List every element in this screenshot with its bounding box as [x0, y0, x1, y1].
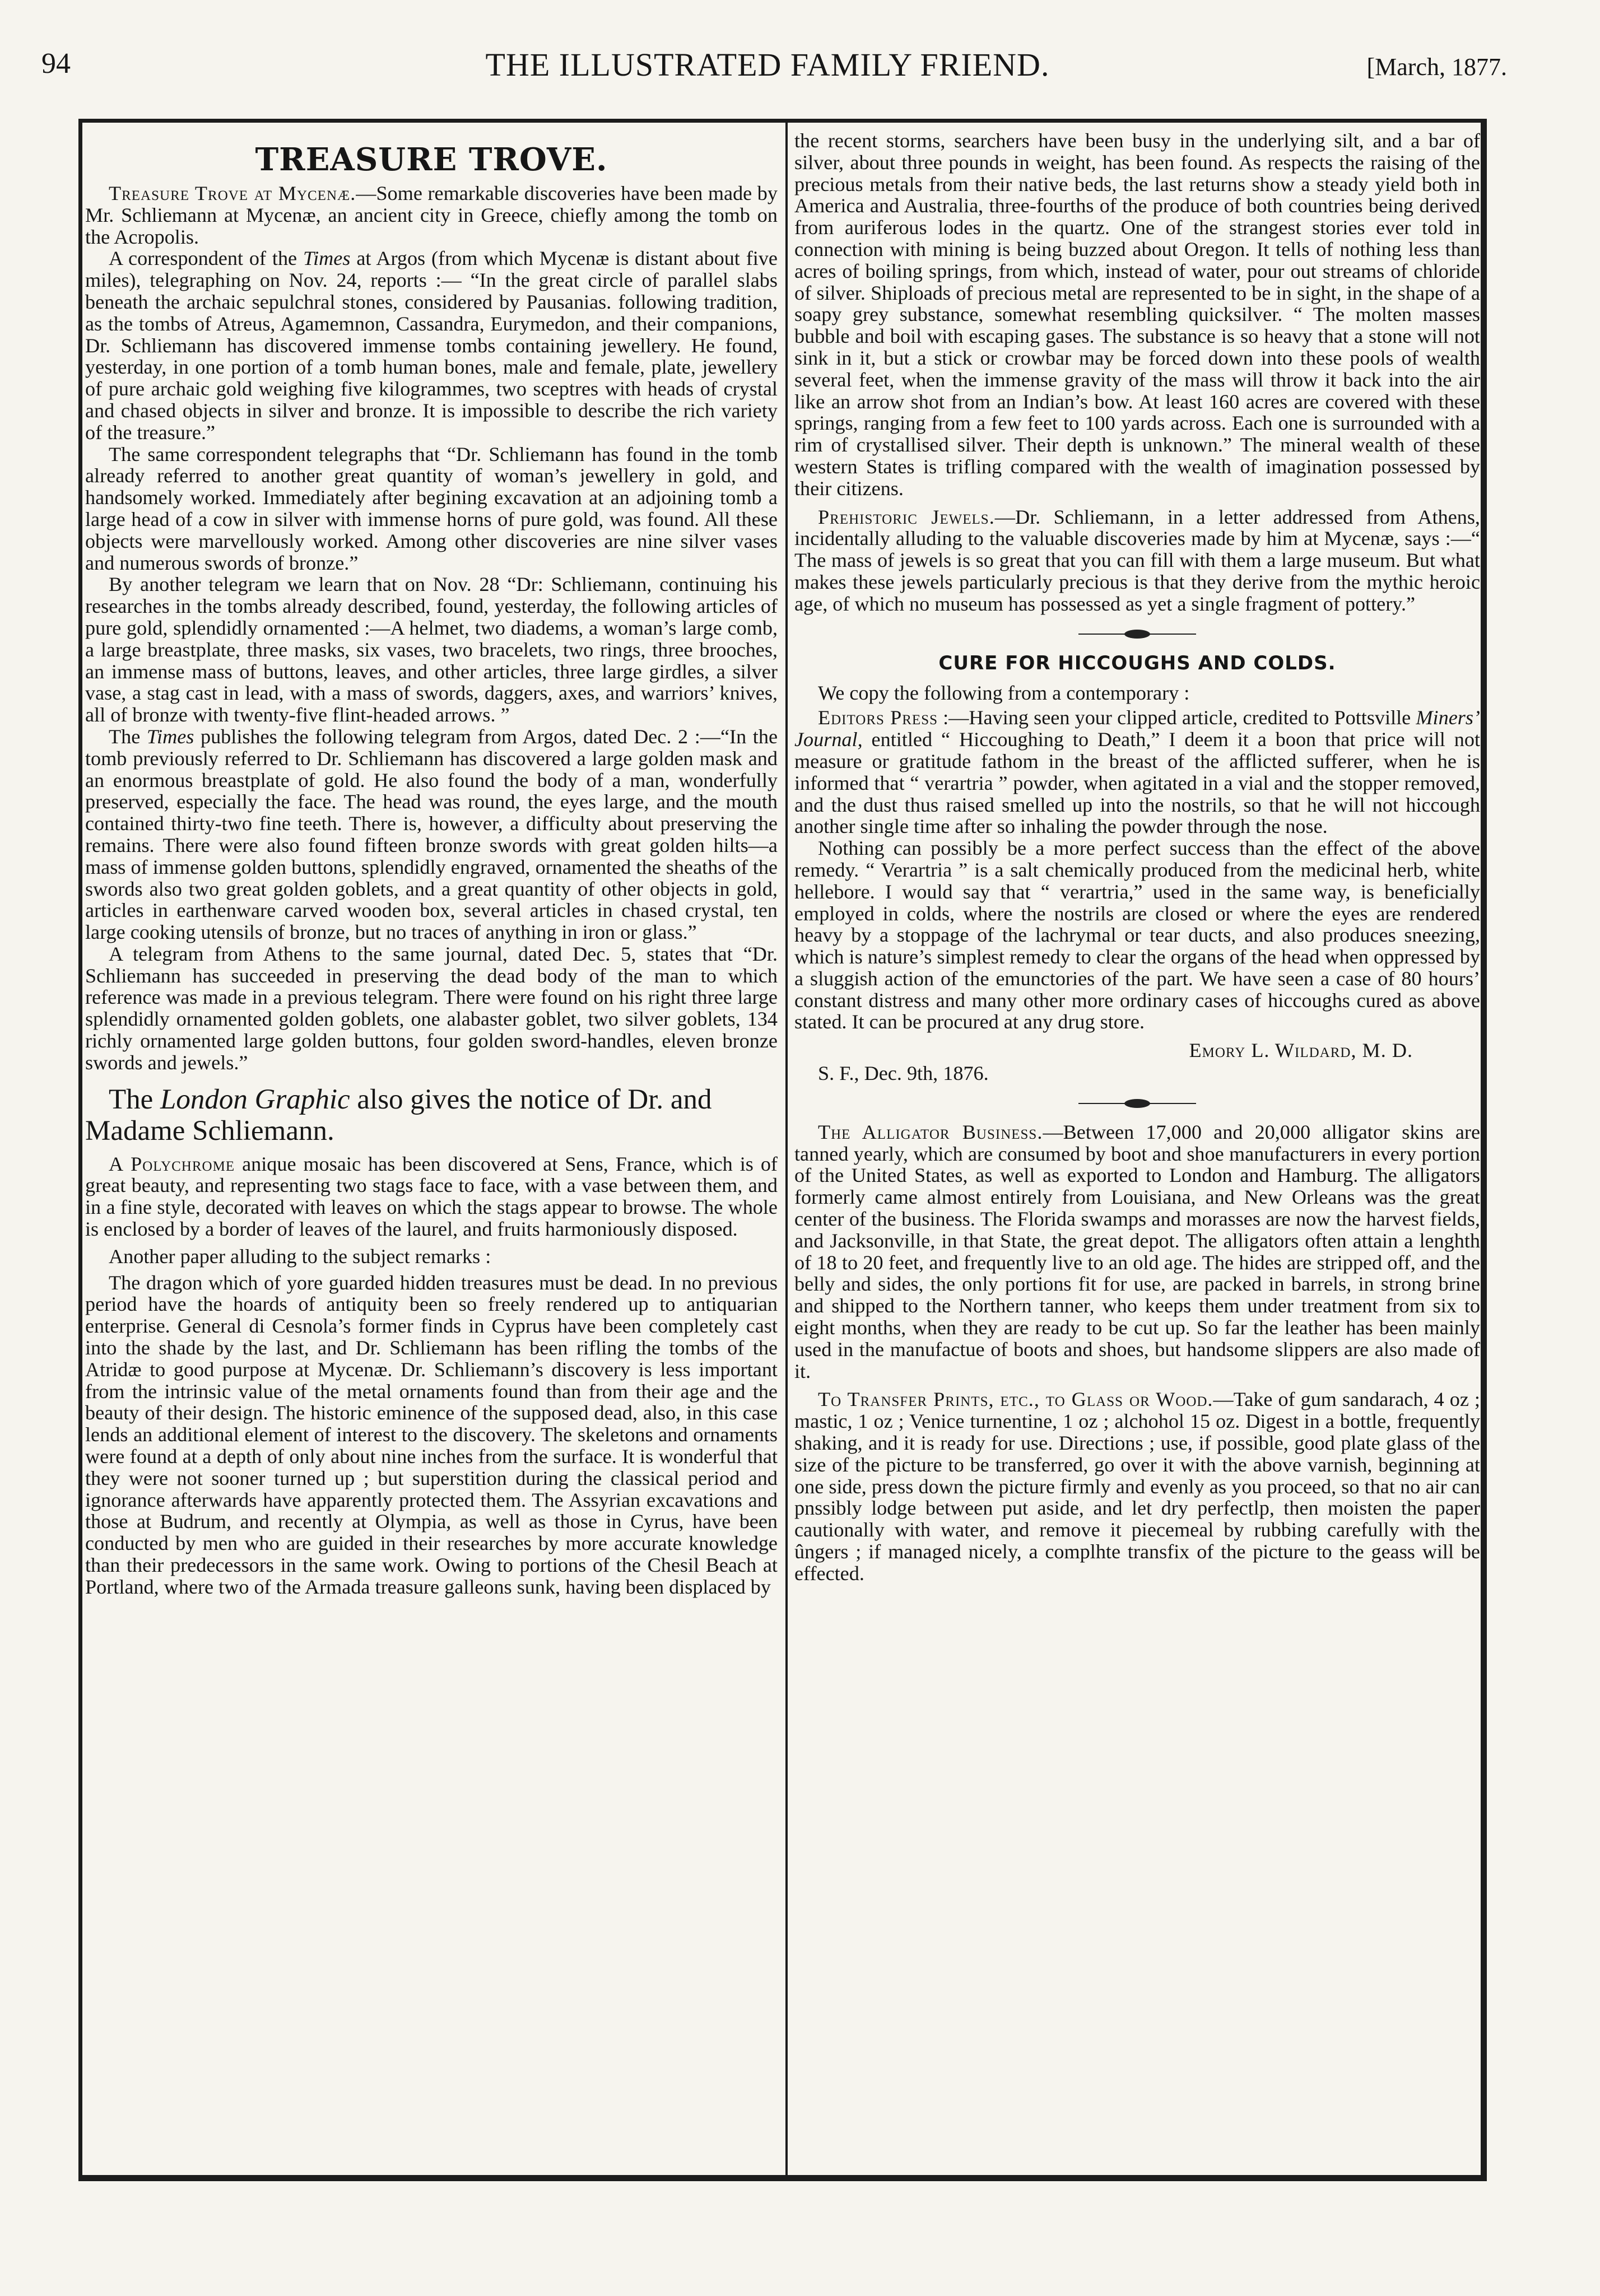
- another-paper: Another paper alluding to the subject remarks :: [109, 1245, 491, 1268]
- prehistoric-paragraph: Prehistoric Jewels.—Dr. Schliemann, in a letter addressed from Athens, incidentally alluding to the valuable discoveries made by him at Mycenæ, says :—“ The mass of jewels is so great that you can fill with them a large museum. But what makes these jewels particularly precious is that they derive from the mythic heroic age, of which no museum has possessed as yet a single fragment of pottery.”: [794, 505, 1480, 615]
- treasure-paragraph-2: A correspondent of the Times at Argos (from which Mycenæ is distant about five miles), telegraphing on Nov. 24, reports :— “In the great circle of parallel slabs beneath the archaic sepulchral stones, considered by Pausanias. following tradition, as the tombs of Atreus, Agamemnon, Cassandra, Eurymedon, and their companions, Dr. Schliemann has discovered immense tombs containing jewellery. He found, yesterday, in one portion of a tomb human bones, male and female, plate, jewellery of pure archaic gold weighing five kilogrammes, two sceptres with heads of crystal and chased objects in silver and bronze. It is impossible to describe the rich variety of the treasure.”: [85, 247, 778, 444]
- transfer-lead: To Transfer Prints, etc., to Glass or Wood.: [818, 1388, 1213, 1411]
- running-header: [28, 44, 1507, 89]
- graphic-name: London Graphic: [160, 1083, 350, 1115]
- times-name: Times: [303, 247, 351, 270]
- cure-intro: We copy the following from a contemporary :: [818, 681, 1190, 704]
- cure-paragraph-1: Editors Press :—Having seen your clipped article, credited to Pottsville Miners’ Journal, entitled “ Hiccoughing to Death,” I deem it a boon that price will not measure or gratitude fathom in the breast of the afflicted sufferer, when he is informed that “ verartria ” powder, when agitated in a vial and the stopper removed, and the dust thus raised smelled up into the nostrils, so that he will not hiccough another single time after so inhaling the powder through the nose.: [794, 706, 1480, 838]
- alligator-paragraph: The Alligator Business.—Between 17,000 and 20,000 alligator skins are tanned yearly, which are consumed by boot and shoe manufacturers in every portion of the United States, as well as exported to London and Hamburg. The alligators formerly came almost entirely from Louisiana, and New Orleans was the great center of the business. The Florida swamps and morasses are now the harvest fields, and Jacksonville, in that State, the great depot. The alligators often attain a lenghth of 18 to 20 feet, and frequently live to an old age. The hides are stripped off, and the belly and sides, the only portions fit for use, are packed in barrels, in strong brine and shipped to the Northern tanner, who keeps them under treatment from six to eight months, when they are ready to be cut up. So far the leather has been mainly used in the manufactue of boots and shoes, but handsome slippers are also made of it.: [794, 1120, 1481, 1382]
- cure-paragraph-2: Nothing can possibly be a more perfect success than the effect of the above remedy. “ Verartria ” is a salt chemically produced from the medicinal herb, white hellebore. I would say that “ verartria,” used in the same way, is beneficially employed in colds, where the nostrils are closed or where the eyes are rendered heavy by a stoppage of the lachrymal or tear ducts, and also produces sneezing, which is nature’s simplest remedy to clear the organs of the head when oppressed by a sluggish action of the emunctories of the part. We have seen a case of 80 hours’ constant distress and many other more ordinary cases of hiccoughs cured as above stated. It can be procured at any drug store.: [794, 837, 1480, 1033]
- treasure-paragraph-4: By another telegram we learn that on Nov. 28 “Dr: Schliemann, continuing his researches in the tombs already described, found, yesterday, the following articles of pure gold, splendidly ornamented :—A helmet, two diadems, a woman’s large comb, a large breastplate, three masks, six vases, two bracelets, two rings, three brooches, an immense mass of buttons, leaves, and other articles, three large girdles, a silver vase, a stag cast in lead, with a mass of swords, daggers, axes, and warriors’ knives, all of bronze with twenty-five flint-headed arrows. ”: [85, 573, 778, 726]
- treasure-paragraph-5: The Times publishes the following telegram from Argos, dated Dec. 2 :—“In the tomb previously referred to Dr. Schliemann has discovered a large golden mask and an enormous breastplate of gold. He also found the body of a man, wonderfully preserved, especially the face. The head was round, the eyes large, and the mouth contained thirty-two fine teeth. There is, however, a difficulty about preserving the remains. There were also found fifteen bronze swords with great golden hilts—a mass of immense golden buttons, splendidly engraved, ornamented the sheaths of the swords also two great golden goblets, and a great quantity of other objects in gold, articles in earthenware carved wooden box, several articles in chased crystal, ten large cooking utensils of bronze, but no traces of anything in iron or glass.”: [85, 725, 778, 944]
- treasure-paragraph-6: A telegram from Athens to the same journal, dated Dec. 5, states that “Dr. Schliemann has succeeded in preserving the dead body of the man to which reference was made in a previous telegram. There were found on his right three large splendidly ornamented golden goblets, one alabaster goblet, two silver goblets, 134 richly ornamented large golden buttons, four golden sword-handles, eleven bronze swords and jewels.”: [85, 942, 778, 1074]
- issue-date: [March, 1877.: [1366, 53, 1507, 81]
- treasure-heading: TREASURE TROVE.: [255, 141, 608, 178]
- mosaic-paragraph: A Polychrome anique mosaic has been discovered at Sens, France, which is of great beauty, and representing two stags face to face, with a vase between them, and in a fine style, decorated with leaves on which the stags appear to browse. The whole is enclosed by a border of leaves of the laurel, and fruits harmoniously disposed.: [85, 1152, 778, 1241]
- transfer-paragraph: To Transfer Prints, etc., to Glass or Wood.—Take of gum sandarach, 4 oz ; mastic, 1 oz ; Venice turnentine, 1 oz ; alchohol 15 oz. Digest in a bottle, frequently shaking, and it is ready for use. Directions ; use, if possible, good plate glass of the size of the picture to be transferred, go over it with the above varnish, beginning at one side, press down the picture firmly and evenly as you proceed, so that no air can pnssibly lodge between put aside, and let dry perfectlp, then moisten the paper cautionally with water, and remove it piecemeal by rubbing carefully with the ûngers ; if managed nicely, a complhte transfix of the picture to the geass will be effected.: [794, 1388, 1480, 1585]
- right-column: [794, 130, 1480, 1585]
- page-number: 94: [41, 48, 71, 80]
- cure-signature: Emory L. Wildard, M. D.: [1189, 1039, 1413, 1062]
- column-divider: [785, 119, 788, 2181]
- treasure-lead: Treasure Trove at Mycenæ.: [109, 182, 356, 204]
- left-column: [85, 130, 778, 1598]
- cure-dateline: S. F., Dec. 9th, 1876.: [818, 1062, 989, 1085]
- prehistoric-lead: Prehistoric Jewels.: [818, 505, 995, 528]
- graphic-notice: The London Graphic also gives the notice of Dr. and Madame Schliemann.: [85, 1083, 712, 1147]
- alligator-lead: The Alligator Business.: [818, 1120, 1043, 1143]
- times-name: Times: [146, 725, 194, 748]
- cure-lead: Editors Press: [818, 706, 938, 729]
- mosaic-lead: A Polychrome: [109, 1152, 235, 1175]
- section-separator: [1078, 1099, 1196, 1108]
- cure-heading: CURE FOR HICCOUGHS AND COLDS.: [938, 651, 1336, 674]
- dragon-paragraph: The dragon which of yore guarded hidden treasures must be dead. In no previous period have the hoards of antiquity been so freely rendered up to antiquarian enterprise. General di Cesnola’s former finds in Cyprus have been completely cast into the shade by the last, and Dr. Schliemann has been rifling the tombs of the Atridæ to good purpose at Mycenæ. Dr. Schliemann’s discovery is less important from the intrinsic value of the metal ornaments found than from their age and the beauty of their design. The historic eminence of the supposed dead, also, in this case lends an additional element of interest to the discovery. The skeletons and ornaments were found at a depth of only about nine inches from the surface. It is wonderful that they were not sooner turned up ; but superstition during the classical period and ignorance afterwards have apparently protected them. The Assyrian excavations and those at Budrum, and recently at Olympia, as well as those in Cyrus, have been conducted by men who are guided in their researches by more accurate knowledge than their predecessors in the same work. Owing to portions of the Chesil Beach at Portland, where two of the Armada treasure galleons sunk, having been displaced by: [85, 1271, 778, 1598]
- treasure-paragraph-3: The same correspondent telegraphs that “Dr. Schliemann has found in the tomb already referred to another great quantity of woman’s jewellery in gold, and handsomely worked. Immediately after begining excavation at an adjoining tomb a large head of a cow in silver with immense horns of pure gold, was found. All these objects were marvellously worked. Among other discoveries are nine silver vases and numerous swords of bronze.”: [85, 443, 778, 574]
- treasure-paragraph-1: Treasure Trove at Mycenæ.—Some remarkable discoveries have been made by Mr. Schliemann at Mycenæ, an ancient city in Greece, chiefly among the tomb on the Acropolis.: [85, 182, 778, 248]
- journal-name: Miners’ Journal,: [794, 706, 1480, 751]
- publication-title: THE ILLUSTRATED FAMILY FRIEND.: [485, 46, 1050, 83]
- treasure-continued: the recent storms, searchers have been busy in the underlying silt, and a bar of silver, about three pounds in weight, has been found. As respects the raising of the precious metals from their native beds, the last returns show a steady yield both in America and Australia, three-fourths of the produce of both countries being derived from auriferous lodes in the quartz. One of the strangest stories ever told in connection with mining is being buzzed about Oregon. It tells of nothing less than acres of boiling springs, from which, instead of water, pour out streams of chloride of silver. Shiploads of precious metal are represented to be in sight, in the shape of a soapy grey substance, somewhat resembling quicksilver. “ The molten masses bubble and boil with escaping gases. The substance is so heavy that a stone will not sink in it, but a stick or crowbar may be forced down into these pools of wealth several feet, when the immense gravity of the mass will throw it back into the air like an arrow shot from an Indian’s bow. At least 160 acres are covered with these springs, ranging from a few feet to 100 yards across. Each one is surrounded with a rim of crystallised silver. Their depth is unknown.” The mineral wealth of these western States is trifling compared with the wealth of imagination possessed by their citizens.: [794, 129, 1480, 500]
- section-separator: [1078, 630, 1196, 639]
